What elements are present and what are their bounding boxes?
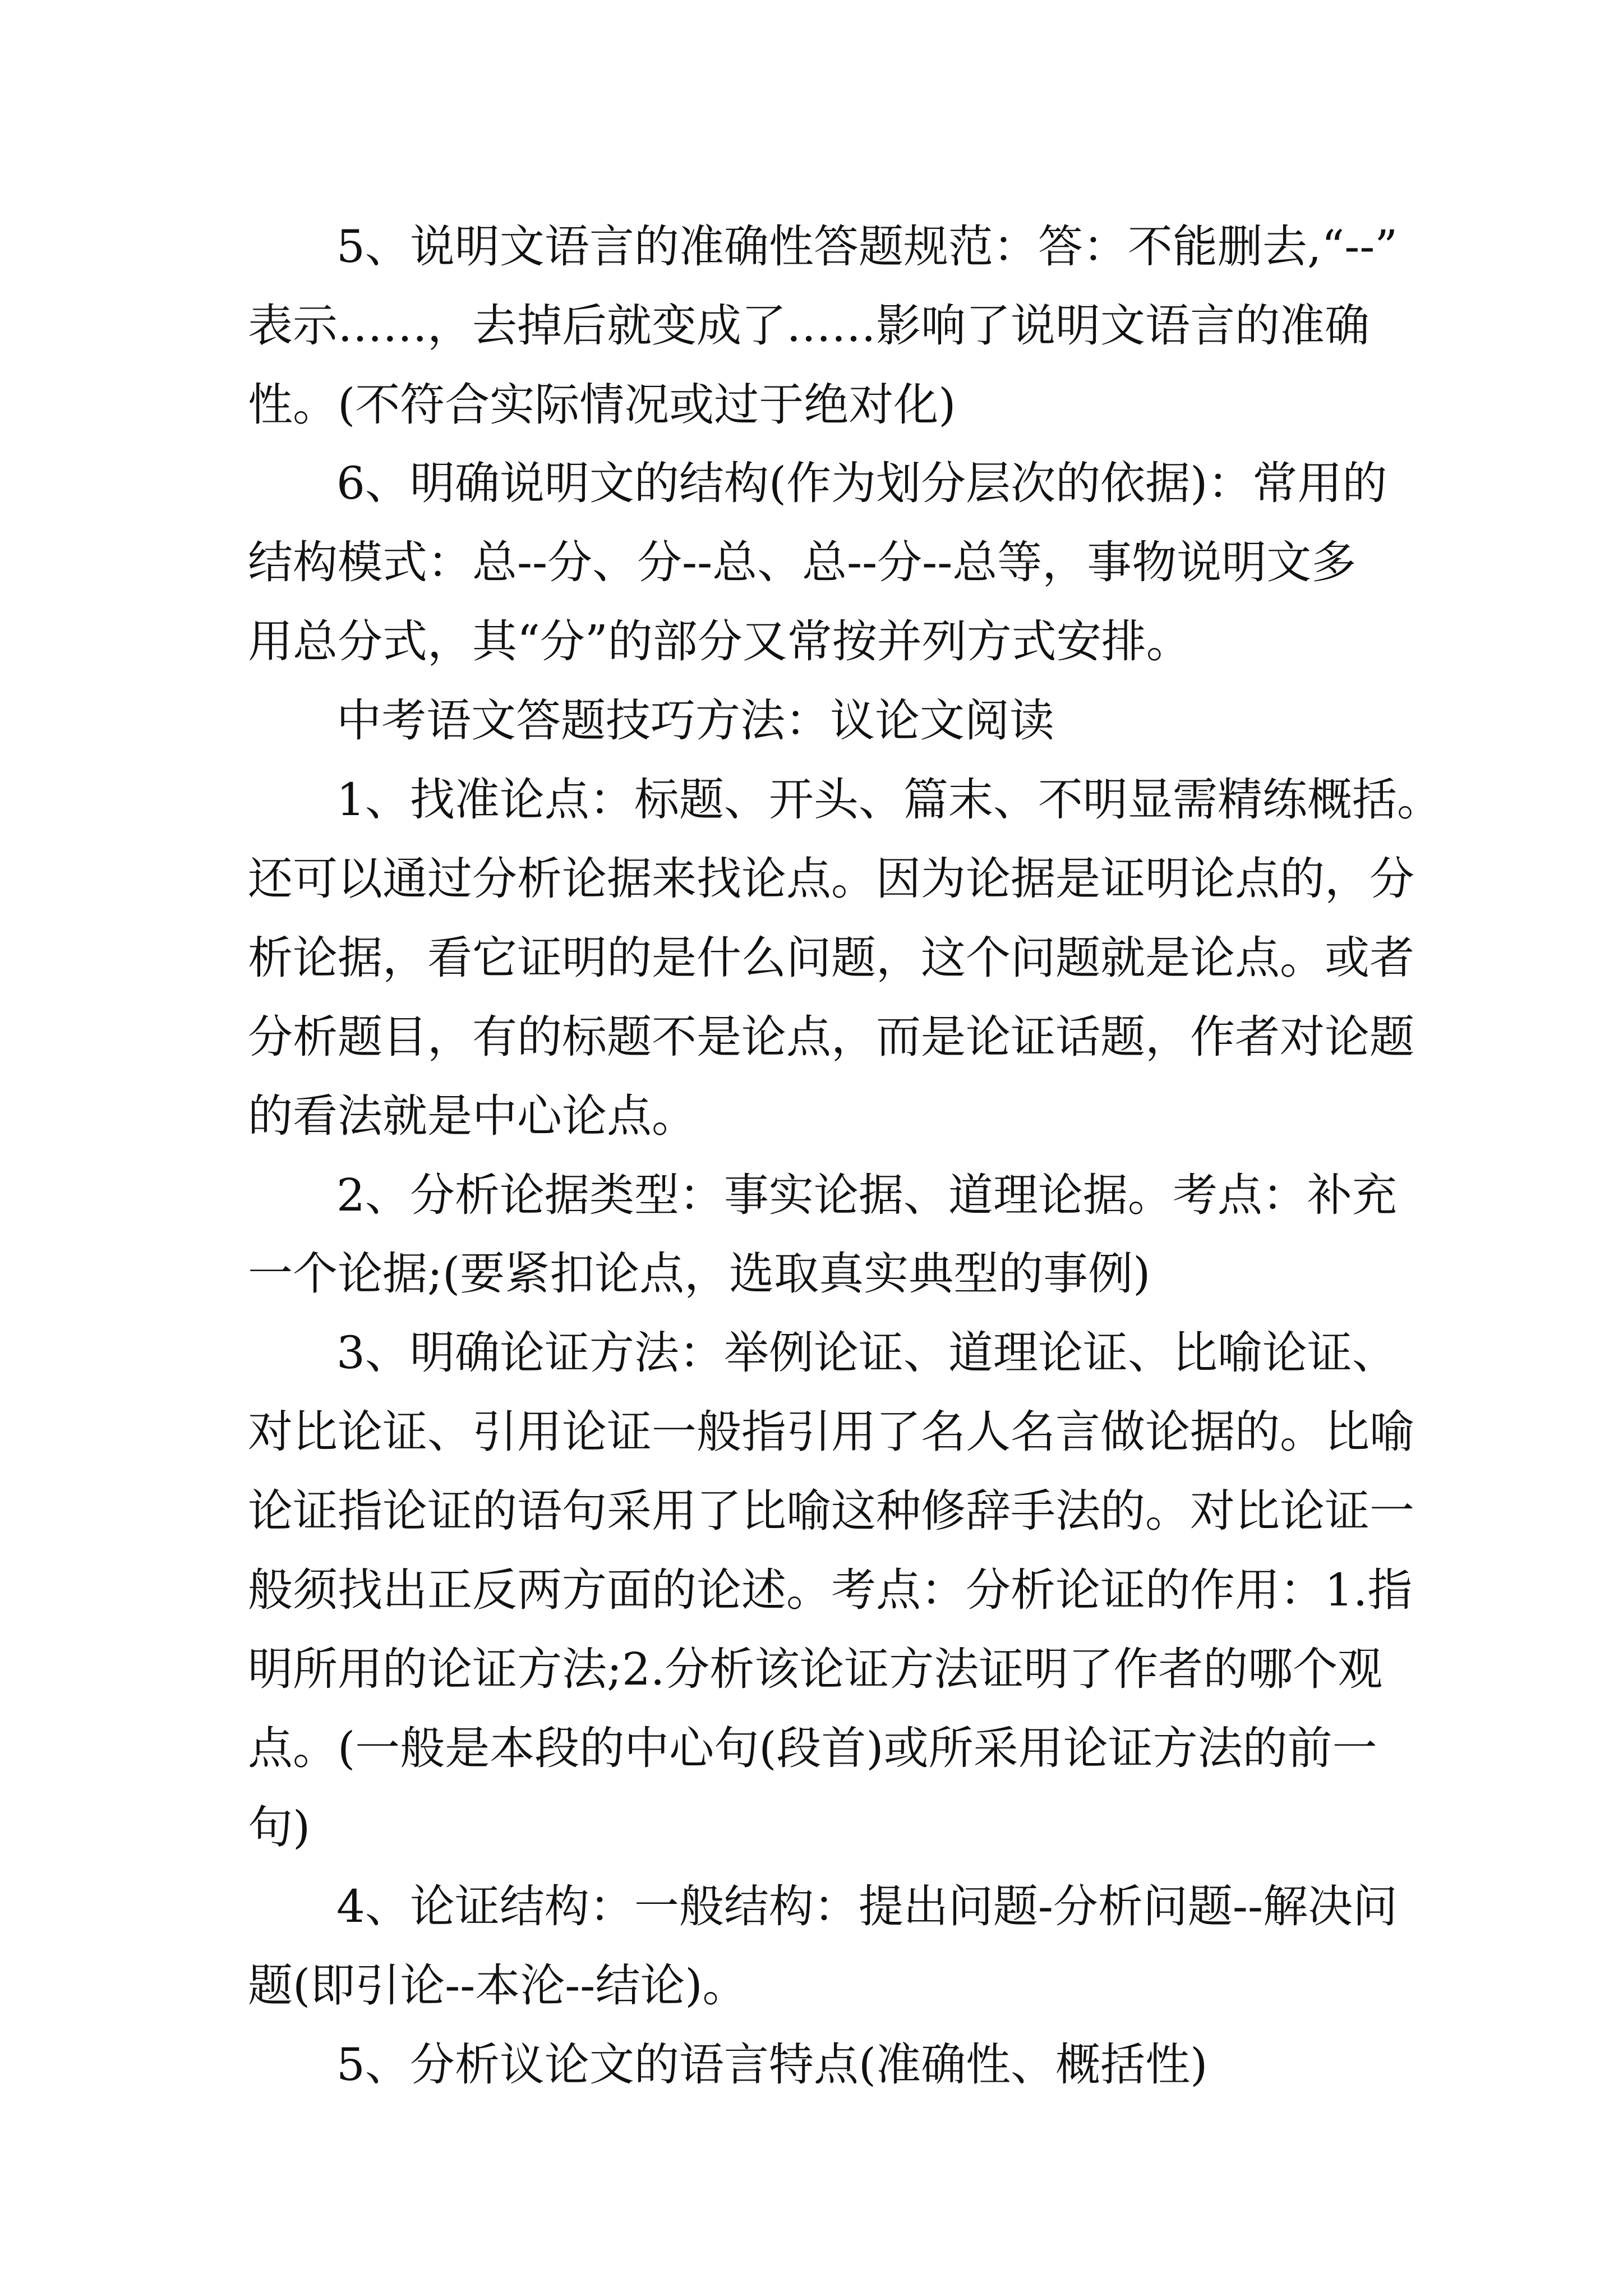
text-line: 题(即引论--本沦--结论)。 bbox=[248, 1959, 748, 2012]
text-line: 3、明确论证方法：举例论证、道理论证、比喻论证、 bbox=[336, 1327, 1397, 1379]
text-line: 4、论证结构：一般结构：提出问题-分析问题--解决问 bbox=[336, 1880, 1398, 1932]
text-line: 一个论据;(要紧扣论点，选取真实典型的事例) bbox=[248, 1248, 1151, 1300]
text-line: 用总分式，其“分”的部分又常按并列方式安排。 bbox=[248, 615, 1191, 668]
text-line: 明所用的论证方法;2.分析该论证方法证明了作者的哪个观 bbox=[248, 1643, 1383, 1695]
section-heading: 中考语文答题技巧方法：议论文阅读 bbox=[336, 694, 1054, 747]
text-line: 性。(不符合实际情况或过于绝对化) bbox=[248, 379, 956, 431]
text-line: 论证指论证的语句采用了比喻这种修辞手法的。对比论证一 bbox=[248, 1485, 1414, 1537]
text-line: 结构模式：总--分、分--总、总--分--总等，事物说明文多 bbox=[248, 536, 1357, 588]
text-line: 析论据，看它证明的是什么问题，这个问题就是论点。或者 bbox=[248, 932, 1414, 984]
text-line: 还可以通过分析论据来找论点。因为论据是证明论点的，分 bbox=[248, 853, 1414, 905]
text-line: 的看法就是中心论点。 bbox=[248, 1090, 697, 1142]
text-line: 表示……，去掉后就变成了……影响了说明文语言的准确 bbox=[248, 300, 1370, 352]
text-line: 5、说明文语言的准确性答题规范：答：不能删去,“--” bbox=[336, 220, 1398, 273]
text-line: 点。(一般是本段的中心句(段首)或所采用论证方法的前一 bbox=[248, 1722, 1377, 1774]
text-line: 2、分析论据类型：事实论据、道理论据。考点：补充 bbox=[336, 1169, 1397, 1221]
text-line: 1、找准论点：标题、开头、篇末、不明显需精练概括。 bbox=[336, 774, 1442, 826]
text-line: 分析题目，有的标题不是论点，而是论证话题，作者对论题 bbox=[248, 1011, 1414, 1063]
text-line: 句) bbox=[248, 1801, 311, 1853]
text-line: 5、分析议论文的语言特点(准确性、概括性) bbox=[336, 2039, 1208, 2091]
text-line: 对比论证、引用论证一般指引用了名人名言做论据的。比喻 bbox=[248, 1406, 1414, 1458]
text-line: 般须找出正反两方面的论述。考点：分析论证的作用：1.指 bbox=[248, 1564, 1413, 1616]
text-line: 6、明确说明文的结构(作为划分层次的依据)：常用的 bbox=[336, 457, 1387, 509]
